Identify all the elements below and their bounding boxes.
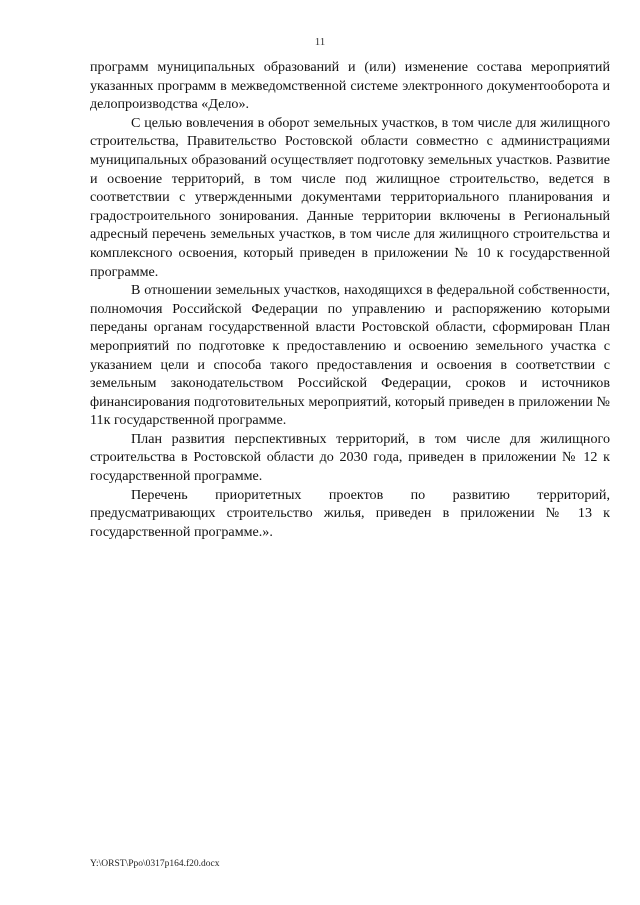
footer-file-path: Y:\ORST\Ppo\0317p164.f20.docx [90, 859, 220, 869]
paragraph-land-involvement: С целью вовлечения в оборот земельных участков, в том числе для жилищного строительства, Правительство Ростовской области совместно с администрациями муниципальных образований осуществляет подготовку земельных участков. Развитие и освоение территорий, в том числе под жилищное строительство, ведется в соответствии с утвержденными документами территориального планирования и градостроительного зонирования. Данные территории включены в Региональный адресный перечень земельных участков, в том числе для жилищного строительства и комплексного освоения, который приведен в приложении № 10 к государственной программе. [90, 114, 610, 280]
document-body [90, 58, 610, 541]
paragraph-priority-projects: Перечень приоритетных проектов по развитию территорий, предусматривающих строительство жилья, приведен в приложении № 13 к государственной программе.». [90, 486, 610, 540]
page-number: 11 [314, 36, 326, 48]
paragraph-federal-land: В отношении земельных участков, находящихся в федеральной собственности, полномочия Российской Федерации по управлению и распоряжению которыми переданы органам государственной власти Ростовской области, сформирован План мероприятий по подготовке к предоставлению и освоению земельного участка с указанием цели и способа такого предоставления и освоения в соответствии с земельным законодательством Российской Федерации, сроков и источников финансирования подготовительных мероприятий, который приведен в приложении № 11к государственной программе. [90, 282, 610, 429]
paragraph-development-plan: План развития перспективных территорий, в том числе для жилищного строительства в Ростовской области до 2030 года, приведен в приложении № 12 к государственной программе. [90, 430, 610, 485]
paragraph-continuation: программ муниципальных образований и (или) изменение состава мероприятий указанных программ в межведомственной системе электронного документооборота и делопроизводства «Дело». [90, 59, 610, 113]
